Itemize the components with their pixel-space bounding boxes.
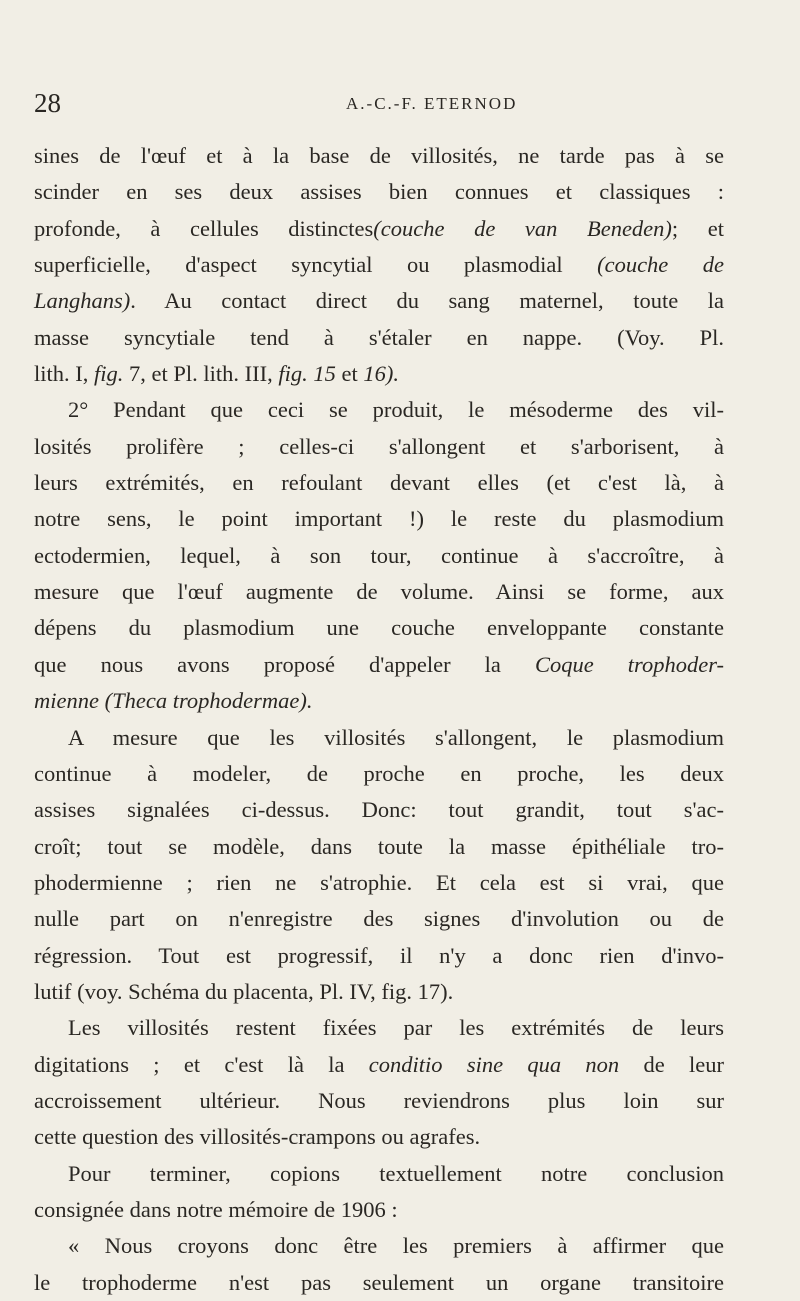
text-segment: 7, et Pl. lith. III,: [123, 361, 279, 387]
text-line: [34, 1228, 724, 1264]
text-segment: ectodermien, lequel, à son tour, continue à s'accroître, à: [34, 542, 724, 568]
text-line: [34, 1119, 724, 1155]
text-line: [34, 574, 724, 610]
italic-text: 16).: [363, 361, 400, 387]
italic-text: Coque trophoder-: [534, 651, 725, 677]
text-segment: digitations ; et c'est là la: [34, 1051, 369, 1077]
text-segment: 2° Pendant que ceci se produit, le mésoderme des vil-: [68, 397, 724, 423]
text-line: [34, 211, 724, 247]
page-number: 28: [34, 88, 61, 118]
text-line: [34, 538, 724, 574]
page-header: [34, 88, 724, 128]
text-segment: ; et: [671, 215, 724, 241]
italic-text: (couche de van Beneden): [373, 215, 672, 241]
text-segment: lutif (voy. Schéma du placenta, Pl. IV, fig. 17).: [34, 978, 454, 1004]
text-line: [34, 392, 724, 428]
text-line: [34, 247, 724, 283]
text-segment: accroissement ultérieur. Nous reviendrons plus loin sur: [34, 1087, 724, 1113]
text-line: [34, 138, 724, 174]
text-segment: lith. I,: [34, 361, 94, 387]
text-line: [34, 865, 724, 901]
text-line: [34, 792, 724, 828]
text-line: [34, 974, 724, 1010]
text-segment: masse syncytiale tend à s'étaler en nappe. (Voy. Pl.: [34, 324, 724, 350]
text-segment: assises signalées ci-dessus. Donc: tout grandit, tout s'ac-: [34, 797, 724, 823]
text-segment: le trophoderme n'est pas seulement un organe transitoire: [34, 1269, 724, 1295]
text-segment: de leur: [619, 1051, 725, 1077]
text-line: [34, 283, 724, 319]
text-line: [34, 1047, 724, 1083]
text-line: [34, 1156, 724, 1192]
text-line: [34, 1010, 724, 1046]
text-line: [34, 720, 724, 756]
text-line: [34, 1265, 724, 1301]
italic-text: fig. 15: [278, 361, 336, 387]
text-line: [34, 683, 724, 719]
italic-text: conditio sine qua non: [368, 1051, 620, 1077]
text-segment: superficielle, d'aspect syncytial ou plasmodial: [34, 252, 598, 278]
text-line: [34, 756, 724, 792]
text-segment: Pour terminer, copions textuellement notre conclusion: [68, 1160, 724, 1186]
text-segment: sines de l'œuf et à la base de villosités, ne tarde pas à se: [34, 143, 724, 168]
text-segment: A mesure que les villosités s'allongent, le plasmodium: [68, 724, 724, 750]
text-segment: et: [335, 361, 364, 387]
text-line: [34, 174, 724, 210]
text-line: [34, 901, 724, 937]
text-segment: régression. Tout est progressif, il n'y a donc rien d'invo-: [34, 942, 724, 968]
text-segment: . Au contact direct du sang maternel, toute la: [130, 288, 724, 314]
text-segment: leurs extrémités, en refoulant devant elles (et c'est là, à: [34, 470, 724, 496]
text-segment: Les villosités restent fixées par les extrémités de leurs: [68, 1015, 724, 1041]
running-head: A.-C.-F. ETERNOD: [346, 94, 518, 113]
text-segment: consignée dans notre mémoire de 1906 :: [34, 1196, 398, 1222]
text-segment: losités prolifère ; celles-ci s'allongent et s'arborisent, à: [34, 433, 724, 459]
text-segment: nulle part on n'enregistre des signes d'involution ou de: [34, 906, 724, 932]
italic-text: Langhans): [34, 288, 131, 314]
body-text: [34, 138, 724, 1301]
text-line: [34, 356, 724, 392]
text-segment: notre sens, le point important !) le reste du plasmodium: [34, 506, 724, 532]
text-line: [34, 429, 724, 465]
text-line: [34, 829, 724, 865]
text-segment: profonde, à cellules distinctes: [34, 215, 374, 241]
text-line: [34, 465, 724, 501]
text-line: [34, 1083, 724, 1119]
italic-text: fig.: [94, 361, 124, 387]
text-segment: croît; tout se modèle, dans toute la masse épithéliale tro-: [34, 833, 724, 859]
italic-text: mienne (Theca trophodermae).: [34, 688, 313, 714]
text-line: [34, 1192, 724, 1228]
text-line: [34, 320, 724, 356]
text-segment: phodermienne ; rien ne s'atrophie. Et cela est si vrai, que: [34, 869, 724, 895]
text-line: [34, 501, 724, 537]
text-segment: continue à modeler, de proche en proche, les deux: [34, 760, 724, 786]
text-line: [34, 610, 724, 646]
text-segment: mesure que l'œuf augmente de volume. Ainsi se forme, aux: [34, 579, 724, 605]
text-segment: que nous avons proposé d'appeler la: [34, 651, 535, 677]
text-line: [34, 938, 724, 974]
text-segment: scinder en ses deux assises bien connues et classiques :: [34, 179, 724, 205]
text-line: [34, 647, 724, 683]
italic-text: (couche de: [597, 252, 724, 278]
text-segment: « Nous croyons donc être les premiers à affirmer que: [68, 1233, 724, 1259]
text-segment: dépens du plasmodium une couche enveloppante constante: [34, 615, 724, 641]
text-segment: cette question des villosités-crampons ou agrafes.: [34, 1124, 481, 1150]
